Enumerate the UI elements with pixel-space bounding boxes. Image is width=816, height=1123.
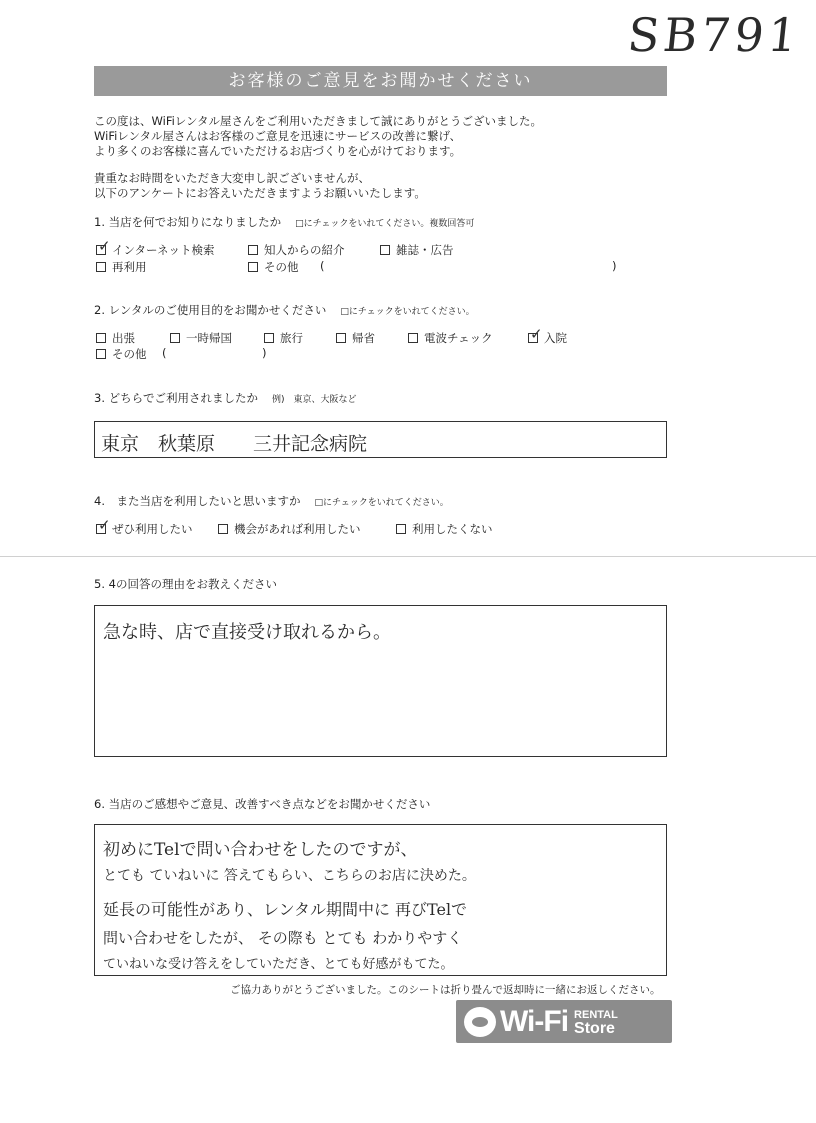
checkbox[interactable] xyxy=(264,333,274,343)
option-label: 出張 xyxy=(112,331,135,345)
q5-label: 5. 4の回答の理由をお教えください xyxy=(94,577,277,591)
option-label: 電波チェック xyxy=(424,331,493,345)
checkbox[interactable] xyxy=(96,237,111,255)
q4-option-no[interactable] xyxy=(396,521,493,537)
q3-answer: 東京 秋葉原 三井記念病院 xyxy=(101,433,368,455)
q2-paren-open: ( xyxy=(162,346,167,360)
checkbox[interactable] xyxy=(336,333,346,343)
q4-option-definitely[interactable] xyxy=(96,516,193,537)
q1-option-internet[interactable] xyxy=(96,237,215,258)
option-label: 再利用 xyxy=(112,260,147,274)
q1-option-magazine[interactable] xyxy=(380,242,454,258)
check-mark: ✓ xyxy=(98,237,111,255)
checkbox[interactable] xyxy=(396,524,406,534)
q6-answer-line: 問い合わせをしたが、 その際も とても わかりやすく xyxy=(103,929,463,947)
checkbox[interactable] xyxy=(96,516,111,534)
option-label: その他 xyxy=(112,347,147,361)
intro-line: 貴重なお時間をいただき大変申し訳ございませんが、 xyxy=(94,171,370,185)
option-label: その他 xyxy=(264,260,299,274)
q2-note: □にチェックをいれてください。 xyxy=(340,307,475,317)
q1-option-reuse[interactable] xyxy=(96,259,147,275)
q4-option-if-chance[interactable] xyxy=(218,521,361,537)
option-label: 帰省 xyxy=(352,331,375,345)
q2-option-return-home[interactable] xyxy=(170,330,232,346)
q3-answer-box[interactable] xyxy=(94,421,667,458)
checkbox[interactable] xyxy=(528,325,543,343)
q6-label: 6. 当店のご感想やご意見、改善すべき点などをお聞かせください xyxy=(94,797,431,811)
q4-note: □にチェックをいれてください。 xyxy=(314,498,449,508)
option-label: インターネット検索 xyxy=(112,243,215,257)
wifi-store-logo xyxy=(456,1000,672,1043)
q1-option-referral[interactable] xyxy=(248,242,345,258)
mascot-icon xyxy=(464,1007,496,1037)
intro-line: より多くのお客様に喜んでいただけるお店づくりを心がけております。 xyxy=(94,144,462,158)
option-label: 旅行 xyxy=(280,331,303,345)
document-id: SB791 xyxy=(625,8,804,62)
q3-label xyxy=(94,390,357,406)
q3-question: 3. どちらでご利用されましたか xyxy=(94,391,259,405)
q2-option-travel[interactable] xyxy=(264,330,303,346)
footer-note: ご協力ありがとうございました。このシートは折り畳んで返却時に一緒にお返しください。 xyxy=(230,984,661,996)
q3-note: 例) 東京、大阪など xyxy=(272,395,357,405)
option-label: 一時帰国 xyxy=(186,331,232,345)
q2-option-hospital[interactable] xyxy=(528,325,567,346)
q5-answer-box[interactable] xyxy=(94,605,667,757)
q2-option-business[interactable] xyxy=(96,330,135,346)
intro-text xyxy=(94,114,542,201)
q1-question: 1. 当店を何でお知りになりましたか xyxy=(94,215,282,229)
option-label: 機会があれば利用したい xyxy=(234,522,361,536)
option-label: 知人からの紹介 xyxy=(264,243,345,257)
q2-question: 2. レンタルのご使用目的をお聞かせください xyxy=(94,303,327,317)
check-mark: ✓ xyxy=(98,516,111,534)
q2-label xyxy=(94,302,475,318)
q2-option-other[interactable] xyxy=(96,346,147,362)
check-mark: ✓ xyxy=(530,325,543,343)
page-title: お客様のご意見をお聞かせください xyxy=(94,66,667,96)
q1-option-other[interactable] xyxy=(248,259,299,275)
q6-answer-line: 延長の可能性があり、レンタル期間中に 再びTelで xyxy=(103,900,468,919)
q2-option-homecoming[interactable] xyxy=(336,330,375,346)
q6-answer-line: ていねいな受け答えをしていただき、とても好感がもてた。 xyxy=(103,957,454,972)
logo-rental: RENTAL xyxy=(574,1008,618,1021)
option-label: ぜひ利用したい xyxy=(112,522,193,536)
q1-paren-close: ) xyxy=(612,259,617,273)
q4-label xyxy=(94,493,449,509)
intro-line: この度は、WiFiレンタル屋さんをご利用いただきまして誠にありがとうございました。 xyxy=(94,114,543,128)
option-label: 雑誌・広告 xyxy=(396,243,454,257)
q6-answer-line: とても ていねいに 答えてもらい、こちらのお店に決めた。 xyxy=(103,868,476,884)
logo-main: Wi-Fi xyxy=(500,1004,569,1038)
logo-sub xyxy=(574,1008,618,1036)
q1-note: □にチェックをいれてください。複数回答可 xyxy=(295,219,475,229)
checkbox[interactable] xyxy=(96,333,106,343)
q2-option-signal-check[interactable] xyxy=(408,330,493,346)
checkbox[interactable] xyxy=(218,524,228,534)
intro-line: WiFiレンタル屋さんはお客様のご意見を迅速にサービスの改善に繋げ、 xyxy=(94,129,462,143)
intro-line: 以下のアンケートにお答えいただきますようお願いいたします。 xyxy=(94,186,426,200)
option-label: 入院 xyxy=(544,331,567,345)
checkbox[interactable] xyxy=(248,245,258,255)
option-label: 利用したくない xyxy=(412,522,493,536)
checkbox[interactable] xyxy=(380,245,390,255)
q4-question: 4. また当店を利用したいと思いますか xyxy=(94,494,301,508)
logo-store: Store xyxy=(574,1019,615,1037)
q5-answer: 急な時、店で直接受け取れるから。 xyxy=(103,622,391,643)
q1-paren-open: ( xyxy=(320,259,325,273)
checkbox[interactable] xyxy=(248,262,258,272)
q2-paren-close: ) xyxy=(262,346,267,360)
q1-label xyxy=(94,214,474,230)
q6-answer-box[interactable] xyxy=(94,824,667,976)
fold-line xyxy=(0,556,816,557)
checkbox[interactable] xyxy=(170,333,180,343)
q6-answer-line: 初めにTelで問い合わせをしたのですが、 xyxy=(103,840,418,860)
checkbox[interactable] xyxy=(96,349,106,359)
checkbox[interactable] xyxy=(408,333,418,343)
checkbox[interactable] xyxy=(96,262,106,272)
